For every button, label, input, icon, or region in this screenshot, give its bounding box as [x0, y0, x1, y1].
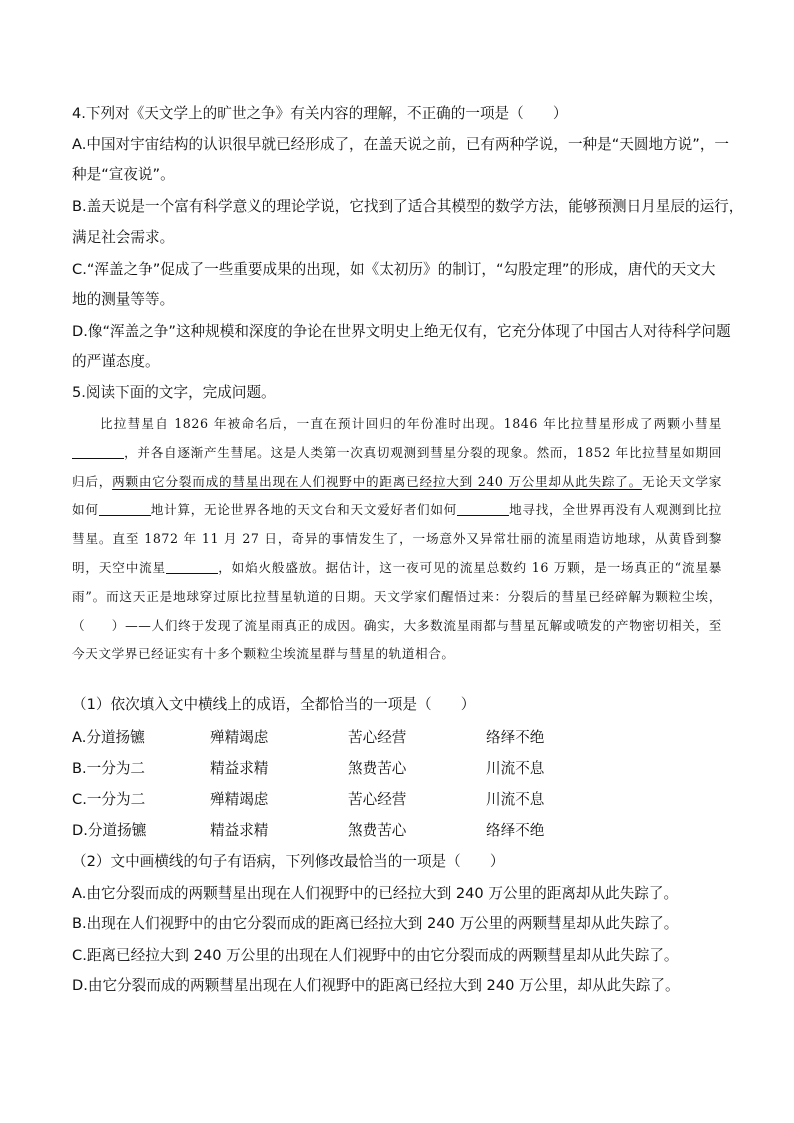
sub2-option-d: D.由它分裂而成的两颗彗星出现在人们视野中的距离已经拉大到 240 万公里，却从此失踪了。	[72, 977, 680, 994]
sub2-option-c: C.距离已经拉大到 240 万公里的出现在人们视野中的由它分裂而成的两颗彗星却从此失踪了。	[72, 947, 679, 964]
question-4-stem: 4.下列对《天文学上的旷世之争》有关内容的理解，不正确的一项是（ ）	[72, 105, 568, 122]
option-cell: 苦心经营	[348, 791, 407, 808]
fill-blank-2	[99, 501, 151, 516]
passage-text: 地计算，无论世界各地的天文台和天文爱好者们如何	[150, 502, 457, 518]
sub-question-1-stem: （1）依次填入文中横线上的成语，全都恰当的一项是（ ）	[72, 696, 476, 713]
option-cell: D.分道扬镳	[72, 822, 147, 839]
passage-text: 无论天文学家如何	[72, 473, 722, 518]
option-cell: 殚精竭虑	[210, 729, 269, 746]
underlined-sentence: 两颗由它分裂而成的彗星出现在人们视野中的距离已经拉大到 240 万公里却从此失踪了。	[112, 473, 642, 489]
reading-passage	[72, 410, 722, 669]
q4-option-c-line1: C.“浑盖之争”促成了一些重要成果的出现，如《太初历》的制订，“勾股定理”的形成，唐代的天文大	[72, 261, 716, 278]
q4-option-c-line2: 地的测量等等。	[72, 291, 175, 308]
option-cell: 苦心经营	[348, 729, 407, 746]
option-cell: 殚精竭虑	[210, 791, 269, 808]
fill-blank-3	[457, 501, 509, 516]
option-cell: C.一分为二	[72, 791, 146, 808]
passage-text: 比拉彗星自 1826 年被命名后，一直在预计回归的年份准时出现。1846 年比拉彗星形成了两颗小彗星	[100, 416, 722, 431]
sub2-option-a: A.由它分裂而成的两颗彗星出现在人们视野中的已经拉大到 240 万公里的距离却从此失踪了。	[72, 885, 679, 902]
option-cell: 络绎不绝	[486, 822, 545, 839]
option-cell: 川流不息	[486, 760, 545, 777]
option-cell: 煞费苦心	[348, 760, 407, 777]
option-cell: 精益求精	[210, 822, 269, 839]
fill-blank-1	[72, 444, 124, 459]
sub-question-2-stem: （2）文中画横线的句子有语病，下列修改最恰当的一项是（ ）	[72, 853, 505, 870]
option-cell: 络绎不绝	[486, 729, 545, 746]
q4-option-a-line1: A.中国对宇宙结构的认识很早就已经形成了，在盖天说之前，已有两种学说，一种是“天圆地方说”，一	[72, 136, 730, 153]
q4-option-b-line1: B.盖天说是一个富有科学意义的理论学说，它找到了适合其模型的数学方法，能够预测日月星辰的运行，	[72, 198, 744, 215]
option-cell: B.一分为二	[72, 760, 146, 777]
q4-option-d-line1: D.像“浑盖之争”这种规模和深度的争论在世界文明史上绝无仅有，它充分体现了中国古人对待科学问题	[72, 323, 731, 340]
passage-text: ，如焰火般盛放。据估计，这一夜可见的流星总数约 16 万颗，是一场真正的“流星暴雨”。而这天正是地球穿过原比拉彗星轨道的日期。天文学家们醒悟过来：分裂后的彗星已经碎解为颗粒尘埃，（ ）——人们终于发现了流星雨真正的成因。确实，大多数流星雨都与彗星瓦解或喷发的产物密切相关，至今天文学界已经证实有十多个颗粒尘埃流星群与彗星的轨道相合。	[72, 559, 722, 662]
question-5-stem: 5.阅读下面的文字，完成问题。	[72, 384, 276, 401]
option-cell: A.分道扬镳	[72, 729, 145, 746]
q4-option-b-line2: 满足社会需求。	[72, 229, 175, 246]
fill-blank-4	[166, 559, 218, 574]
option-cell: 精益求精	[210, 760, 269, 777]
sub2-option-b: B.出现在人们视野中的由它分裂而成的距离已经拉大到 240 万公里的两颗彗星却从此失踪了。	[72, 915, 679, 932]
q4-option-a-line2: 种是“宣夜说”。	[72, 166, 175, 183]
passage-text: ，并各自逐渐产生彗尾。这是人类第一次真切观测到彗星分裂的现象。然而，1852 年比拉彗星如期回归后，	[72, 444, 722, 489]
option-cell: 煞费苦心	[348, 822, 407, 839]
passage-text: 地寻找，全世界再没有人观测到比拉彗星。直至 1872 年 11 月 27 日，奇异的事情发生了，一场意外又异常壮丽的流星雨造访地球，从黄昏到黎明，天空中流星	[72, 502, 723, 575]
option-cell: 川流不息	[486, 791, 545, 808]
q4-option-d-line2: 的严谨态度。	[72, 353, 160, 370]
